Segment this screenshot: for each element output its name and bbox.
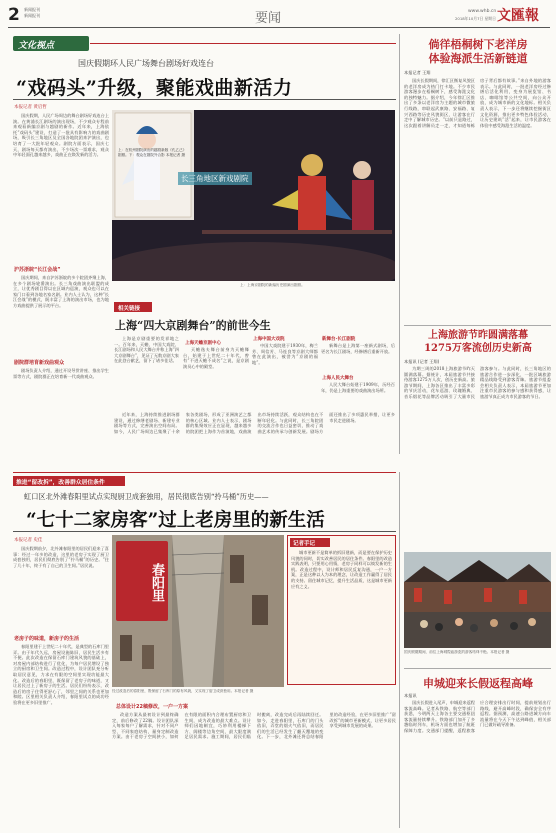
page-number: 2 [8,5,20,25]
bottom-subhead-1: 老房子的味道，新房子的生活 [14,636,80,642]
sub-body-col-5: 人民大舞台始建于1909年，历经百年，仍是上海重要的戏曲演出场所。 [321,382,395,393]
bottom-top-rule [13,472,396,473]
site-url[interactable]: www.whb.cn [468,9,497,14]
subhead-2: 剧院群培育新戏曲观众 [14,360,65,366]
opera-stage-illustration [112,110,395,281]
edition-line-1: 新闻报刊 [24,7,40,12]
sub-body-col-4: 新舞台是上海第一座新式剧场，后更名为长江剧场，经修缮后重新开放。 [321,343,395,354]
opera-stage-photo [112,110,395,281]
inline-head-4: 上海人民大舞台 [322,376,354,381]
top-body-col-1c: 剧场负责人介绍，通过开设导赏讲座、推出学生票等方式，剧院群正在培育新一代戏曲观众。 [13,368,109,379]
top-headline-rule [13,99,396,100]
photo-stamp: 长三角地区新戏剧院 [178,172,252,185]
photo-caption-left: 上：在杭州剧院演出的越剧新版《孔乙己》剧照。下：观众在剧院外合影 本报记者 摄 [118,148,187,157]
right-mid-body: 为期三周的2018上海旅游节昨天圆满落幕。据统计，本届旅游节共接待游客1275万人次，创历史新高。旅游节期间，上海各区推出了丰富多彩的节庆活动，花车巡游、玫瑰婚典、音乐烟花等品牌活动吸引了大量市民游客参与。与此同时，长三角地区的旅游合作进一步深化，一批区域旅游精品线路受到游客青睐。旅游节组委会相关负责人表示，本届旅游节更加注重市民游客的参与感和获得感，让旅游节真正成为市民游客的节日。 [404,366,551,399]
subhead-1: 沪苏浙皖“长江会战” [14,267,61,273]
top-body-col-1b: 国庆期间，来自沪苏浙皖的多个院团齐聚上海，在多个剧场轮番演出。长三角戏曲演出联盟的成立，让优秀剧目得以在区域内巡演，观众也可以在家门口看到各地名家名剧。业内人士认为，这种“长江会战”的模式，既丰富了上海的演出市场，也为地方戏曲提供了展示的平台。 [13,275,109,308]
bottom-headline: “七十二家房客”过上老房里的新生活 [26,510,325,531]
alley-sign: 春阳里 [149,562,164,602]
culture-tag-rule [90,43,396,44]
commentary-title: 记者手记 [293,541,316,547]
bottom-body-col-1b: 春阳里建于上世纪二十年代，是典型的石库门里弄。由于年代久远，房屋设施陈旧，居民生活多有不便。此次改造在保留石库门建筑风貌的基础上，对房屋内部结构进行了优化，为每户居民增设了独立的厨房和卫生间。改造过程中，设计团队充分听取居民意见，力求在有限的空间里实现功能最大化。改造后的春阳里，既保留了老房子的味道，又让居民过上了新房子的生活。居民们纷纷表示，改造后的房子住得更舒心了，邻里之间的关系也更加和睦。区里相关负责人介绍，春阳里试点的成功经验将在更多旧里推广。 [13,644,109,705]
bottom-kicker: 虹口区北外滩春阳里试点实现厨卫成套独用，居民彻底告别“拎马桶”历史—— [24,492,269,501]
edition-line-2: 新闻报刊 [24,13,40,18]
inline-head-1: 上海天蟾京剧中心 [185,341,221,346]
top-body-col-1: 国庆假期，人民广场周边的舞台剧场好戏连台上演。在黄浦长江剧场的演出现场，不少观众专程前来观看新编京剧与越剧的新作。近年来，上海依托“戏码头”建设，打造了一批具有影响力的戏曲剧场，吸引长三角地区及全国各地院团来沪演出，也培育了一大批年轻观众。剧院方面表示，国庆七天，剧场每天都有演出，不少场次一票难求，观众中年轻面孔越来越多，戏曲正在焕发新的活力。 [13,113,109,158]
sub-body-col-3: 中国大戏院建于1930年，梅兰芳、周信芳、马连良等京剧大师都曾在此演出，被誉为“京剧的福地”。 [252,343,318,365]
alley-photo [112,535,284,687]
top-kicker: 国庆假期环人民广场舞台剧场好戏连台 [78,59,214,68]
sub-body-col-2: 天蟾逸夫舞台前身为天蟾舞台，始建于上世纪二十年代，曾有“不进天蟾不成名”之说，是京剧演员心中的殿堂。 [183,347,249,369]
column-divider-top [399,34,400,454]
bottom-headline-rule [13,531,396,532]
top-byline: 本报记者 黄启哲 [14,105,47,110]
photo-caption-right: 上：上海京剧院的新编历史剧演出剧照。 [240,283,305,287]
top-headline: “戏码头”升级，聚能戏曲新活力 [16,77,293,99]
alley-caption: 经过改造后的春阳里，既保留了石库门的原有风貌，又实现了厨卫成套独用。本报记者 摄 [112,689,254,693]
masthead [0,0,556,34]
bottom-body-lower: 改造方案从最初设计到最终确定，前后修改了22稿。设计团队深入每家每户了解需求，针对不同户型、不同家庭结构，量身定制改造方案。由于老房子空间狭小，如何在有限的面积内合理布置厨房和卫生间，成为改造的最大难点。设计师们因地制宜，巧妙利用楼梯下方、阁楼等边角空间，最大限度满足居民需求。施工期间，居民们临时搬离，改造完成后再陆续回迁。如今，走进春阳里，石库门的门头依旧，弄堂的烟火气依旧，而居民们的生活已经发生了翻天覆地的变化。下一步，北外滩还将总结春阳里的改造经验，在更多旧里推广“留改拆”的城市更新模式，让更多居民享受到城市发展的成果。 [112,712,396,740]
right-mid-headline: 上海旅游节昨圆满落幕 1275万客流创历史新高 [424,330,532,354]
inline-head-3: 新舞台·长江剧院 [322,337,356,342]
sub-body-col-1: 上海是京剧重要的发祥地之一。百年来，天蟾、中国大戏院、长江剧场和人民大舞台并称上海“四大京剧舞台”，见证了无数京剧大家在此登台献艺，留下了诸多佳话。 [114,336,179,364]
masthead-rule [8,27,550,28]
bottom-banner-label: 推进“留改拆”，改善群众居住条件 [16,480,105,486]
column-divider-bottom [399,472,400,828]
commentary-body: 城市更新不是简单的拆旧建新，而是要在保护历史风貌的同时，切实改善居民的居住条件。春阳里的改造实践表明，只要用心用情，老房子同样可以焕发新的生机。改造过程中，设计师和居民反复沟通，一户一方案，正是这种以人为本的理念，让改造工作赢得了居民的支持。留住城市记忆，提升生活品质，这是城市更新应有之义。 [291,550,392,589]
right-top-headline: 倘徉梧桐树下老洋房 体验海派生活新链道 [428,38,528,65]
issue-date: 2018年10月7日 星期日 [455,16,496,21]
right-bottom-body: 国庆长假进入尾声，申城迎来返程客流高峰。记者从铁路、航空等部门获悉，今明两天上海各主要交通枢纽客流量持续攀升。铁路部门加开了多趟临时列车，机场方面也增加了航班保障力度。交通部门提醒，返程旅客应合理安排出行时间，提前规划出行路线，避开高峰时段，确保安全有序返程。据预测，高速公路进城方向车流量将在今天下午达到峰值，相关部门已做好疏导准备。 [404,700,551,733]
top-lower-body: 近年来，上海持续推进剧场群建设，通过修缮老剧场、新建专业剧场等方式，完善演出空间布局。如今，人民广场周边已集聚了十余家各类剧场，形成了亚洲演艺之都的核心区域。业内人士表示，剧场群的集聚效应正在显现，越来越多的院团把上海作为首演地，戏曲演出市场持续活跃，观众结构也在不断年轻化。与此同时，长三角院团的交流合作也日益密切，推动了戏曲艺术的传承与创新发展。剧场方面还推出了多项惠民举措，让更多市民走进剧场。 [114,412,395,434]
inline-head-2: 上海中国大戏院 [253,337,285,342]
right-top-byline: 本报记者 王翔 [404,70,431,75]
bottom-subhead-2: 总体设计22稿修改，一户一方案 [116,704,188,710]
sub-headline: 上海“四大京剧舞台”的前世今生 [115,319,271,332]
sidebar-tag-label: 相关链接 [118,305,141,312]
bottom-byline: 本报记者 史佳 [14,538,43,543]
right-divider-1 [404,325,551,326]
right-bottom-byline: 本报讯 [404,693,417,698]
right-mid-byline: 本报讯 (记者 王翔) [404,359,440,364]
right-bottom-headline: 申城迎来长假返程高峰 [423,677,533,690]
yuyuan-illustration [404,552,551,648]
yuyuan-caption: 国庆假期期间，前往上海城隍庙游览的游客络绎不绝。本报记者 摄 [404,650,510,654]
culture-tag-label: 文化视点 [18,41,55,51]
right-top-body: 国庆长假期间，徐汇区衡复风貌区的老洋房成为热门打卡地。不少市民游客漫步在梧桐树下，感受海派文化的独特魅力。据介绍，今年徐汇区推出了多条以老洋房为主题的城市微旅行线路，串联起武康路、安福路、复兴西路等历史风貌街区，让游客在行走中了解城市历史。“以前只是路过，这次跟着讲解员走一走，才知道每栋房子背后都有故事。”来自外地的游客表示。与此同时，一批老洋房经过修缮后活化利用，变身为展览馆、书店、咖啡馆等公共空间，向公众开放，成为城市新的文化地标。相关负责人表示，下一步还将继续挖掘街区文化资源，推出更多特色体验活动，让历史建筑“活”起来，让市民游客在体验中感受海派生活的温度。 [404,78,551,128]
brand-logo: 文匯報 [497,8,539,24]
section-title: 要闻 [255,11,282,26]
right-divider-2 [404,668,551,669]
bottom-body-col-1: 国庆假期前夕，北外滩春阳里的居民们迎来了喜事：经过一年多的改造，这里的老房子实现了厨卫成套独用，居民们彻底告别了“拎马桶”的历史。“住了几十年，终于有了自己的卫生间。”居民说。 [13,546,109,568]
yuyuan-photo [404,552,551,648]
